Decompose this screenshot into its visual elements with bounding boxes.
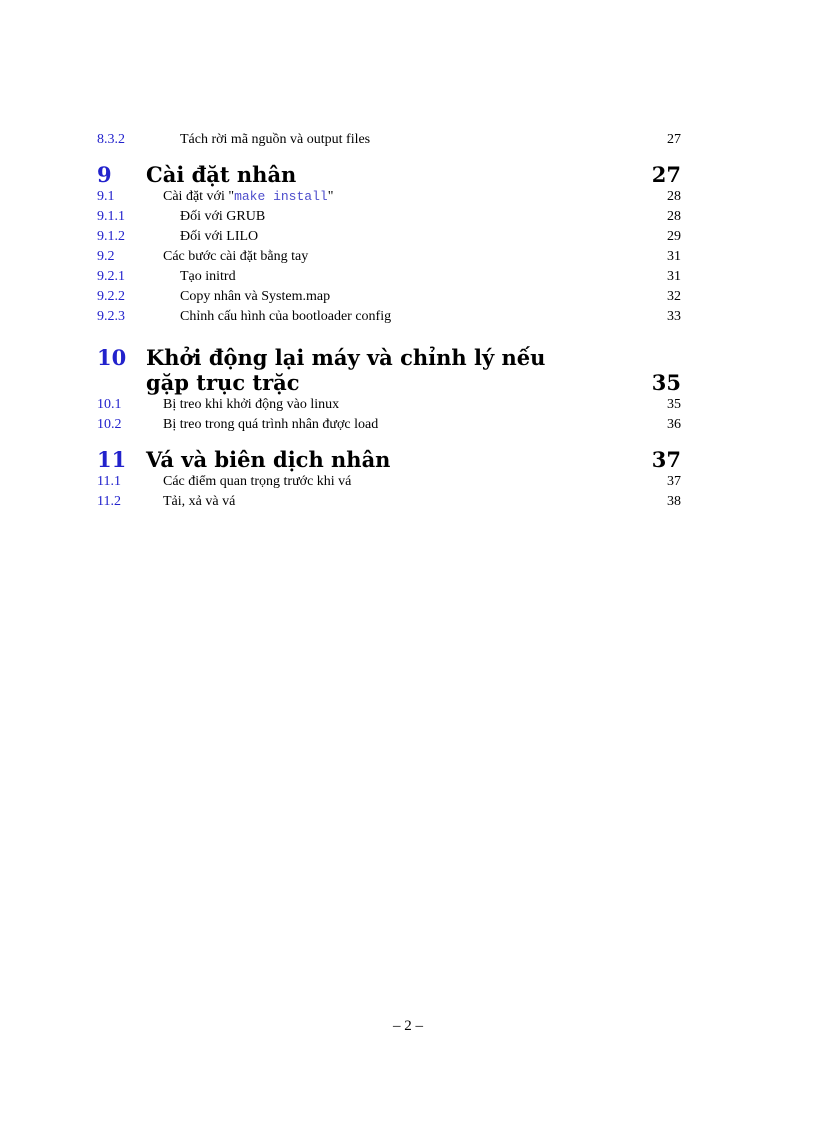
- table-of-contents: [97, 130, 681, 512]
- chapter-title: Cài đặt nhân: [146, 162, 297, 187]
- toc-chapter-10[interactable]: [97, 345, 681, 395]
- toc-entry-number: 11.2: [97, 494, 121, 509]
- toc-entry-number: 10.1: [97, 397, 122, 412]
- toc-entry-page: 37: [667, 474, 681, 489]
- toc-entry-page: 29: [667, 229, 681, 244]
- toc-entry-9-2-2[interactable]: [97, 287, 681, 307]
- toc-entry-title: Bị treo khi khởi động vào linux: [163, 397, 340, 412]
- code-text: make install: [234, 189, 328, 204]
- toc-entry-number: 9.2.1: [97, 269, 125, 284]
- toc-entry-title: Đối với GRUB: [180, 209, 266, 224]
- toc-entry-title: Cài đặt với "make install": [163, 189, 334, 204]
- chapter-title: Khởi động lại máy và chỉnh lý nếu gặp trục trặc: [146, 345, 546, 395]
- toc-entry-page: 28: [667, 209, 681, 224]
- toc-entry-page: 35: [667, 397, 681, 412]
- toc-entry-9-2[interactable]: [97, 247, 681, 267]
- toc-entry-page: 27: [667, 132, 681, 147]
- toc-entry-10-1[interactable]: [97, 395, 681, 415]
- toc-entry-title: Các điểm quan trọng trước khi vá: [163, 474, 352, 489]
- toc-entry-title: Tách rời mã nguồn và output files: [180, 132, 371, 147]
- toc-entry-number: 11.1: [97, 474, 121, 489]
- toc-entry-title: Tạo initrd: [180, 269, 236, 284]
- toc-entry-page: 31: [667, 269, 681, 284]
- toc-entry-page: 33: [667, 309, 681, 324]
- toc-entry-number: 9.1.2: [97, 229, 125, 244]
- toc-entry-title: Chỉnh cấu hình của bootloader config: [180, 309, 392, 324]
- toc-entry-number: 9.1: [97, 189, 115, 204]
- chapter-number: 11: [97, 447, 127, 472]
- chapter-number: 10: [97, 345, 127, 370]
- toc-entry-10-2[interactable]: [97, 415, 681, 435]
- page-number: – 2 –: [393, 1018, 423, 1034]
- toc-entry-number: 9.1.1: [97, 209, 125, 224]
- toc-entry-9-1-1[interactable]: [97, 207, 681, 227]
- toc-entry-8-3-2[interactable]: [97, 130, 681, 150]
- toc-chapter-9[interactable]: [97, 162, 681, 187]
- toc-entry-9-1[interactable]: [97, 187, 681, 207]
- toc-entry-title: Đối với LILO: [180, 229, 259, 244]
- chapter-page: 37: [651, 447, 681, 472]
- toc-entry-title: Copy nhân và System.map: [180, 289, 331, 304]
- toc-entry-page: 28: [667, 189, 681, 204]
- toc-entry-page: 36: [667, 417, 681, 432]
- toc-entry-title: Bị treo trong quá trình nhân được load: [163, 417, 379, 432]
- toc-entry-number: 9.2.2: [97, 289, 125, 304]
- toc-entry-number: 9.2: [97, 249, 115, 264]
- toc-entry-title: Tải, xả và vá: [163, 494, 236, 509]
- toc-entry-9-2-1[interactable]: [97, 267, 681, 287]
- toc-entry-title: Các bước cài đặt bằng tay: [163, 249, 309, 264]
- toc-entry-number: 10.2: [97, 417, 122, 432]
- toc-entry-number: 9.2.3: [97, 309, 125, 324]
- toc-entry-9-1-2[interactable]: [97, 227, 681, 247]
- toc-entry-9-2-3[interactable]: [97, 307, 681, 327]
- toc-entry-11-1[interactable]: [97, 472, 681, 492]
- toc-entry-page: 38: [667, 494, 681, 509]
- chapter-number: 9: [97, 162, 112, 187]
- toc-entry-page: 32: [667, 289, 681, 304]
- toc-entry-11-2[interactable]: [97, 492, 681, 512]
- toc-chapter-11[interactable]: [97, 447, 681, 472]
- toc-entry-number: 8.3.2: [97, 132, 125, 147]
- toc-entry-page: 31: [667, 249, 681, 264]
- chapter-page: 35: [651, 370, 681, 395]
- chapter-title: Vá và biên dịch nhân: [146, 447, 391, 472]
- chapter-page: 27: [651, 162, 681, 187]
